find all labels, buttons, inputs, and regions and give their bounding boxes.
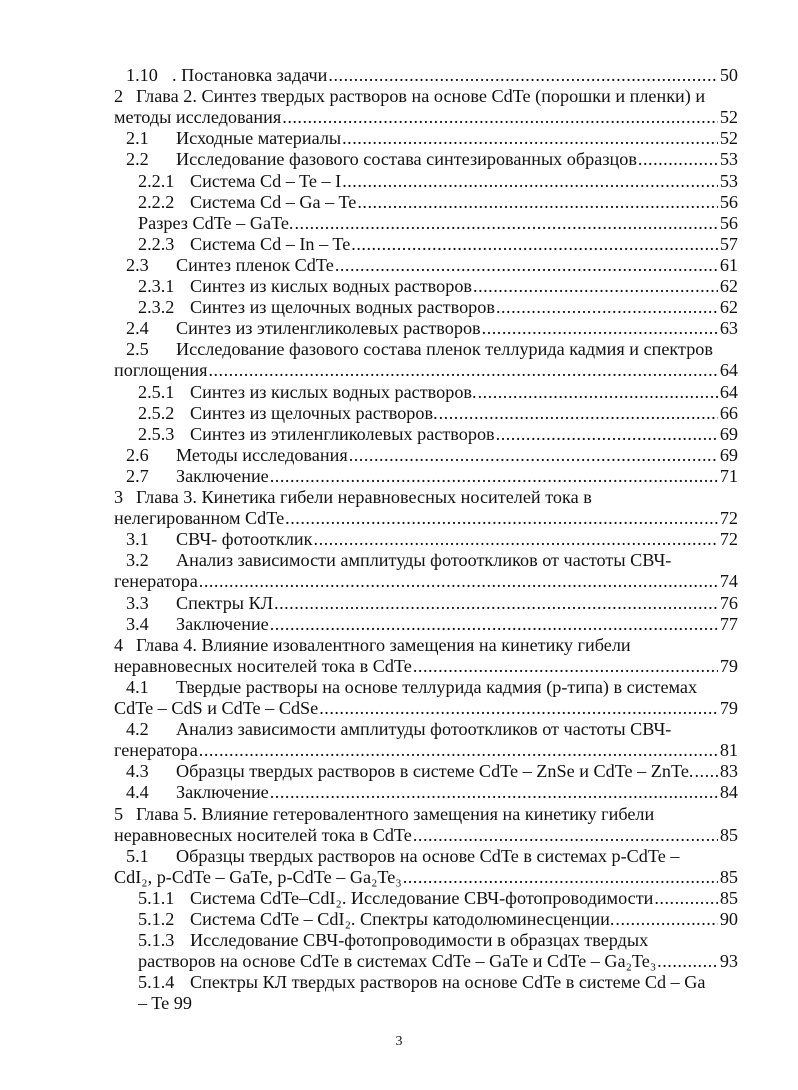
toc-entry-number: 3.4 [126, 613, 149, 634]
toc-entry-title: Синтез пленок CdTe [176, 254, 334, 275]
toc-entry-page: 84 [719, 782, 738, 803]
toc-entry-page: 85 [719, 824, 738, 845]
toc-entry-title: Глава 5. Влияние гетеровалентного замещения на кинетику гибели [136, 803, 655, 824]
toc-entry-number: 3 [114, 487, 124, 507]
toc-entry-number: 5.1.4 [138, 972, 175, 993]
dot-leader [328, 64, 717, 86]
toc-entry-title: неравновесных носителей тока в CdTe [114, 824, 412, 845]
toc-entry [114, 106, 738, 128]
toc-entry-page: 64 [719, 381, 738, 402]
toc-entry-page: 74 [719, 571, 738, 592]
dot-leader [319, 697, 718, 719]
toc-entry [138, 275, 738, 297]
dot-leader [274, 592, 718, 614]
toc-entry-number: 4.1 [126, 676, 149, 697]
toc-entry-number: 3.3 [126, 592, 149, 613]
toc-entry-title: растворов на основе CdTe в системах CdTe – GaTe и CdTe – Ga₂Te₃ [138, 951, 657, 972]
toc-entry-title: . Постановка задачи [172, 65, 328, 85]
toc-entry-page: 93 [719, 951, 738, 972]
toc-entry-title: Синтез из щелочных водных растворов [190, 297, 495, 318]
toc-entry-title: методы исследования [114, 107, 282, 128]
toc-entry [138, 212, 738, 234]
toc-entry-number: 5.1 [126, 845, 149, 866]
toc-entry-title: Система Cd – Te – I [190, 170, 342, 191]
toc-entry-title: Синтез из щелочных растворов. [190, 402, 438, 423]
toc-entry-title: Заключение [176, 782, 269, 803]
toc-entry-title: Исследование фазового состава пленок теллурида кадмия и спектров [176, 339, 713, 360]
toc-entry-page: 63 [719, 318, 738, 339]
toc-entry-page: 61 [719, 254, 738, 275]
toc-entry-title: Система CdTe–CdI₂. Исследование СВЧ-фотопроводимости [190, 887, 654, 908]
toc-entry [138, 929, 738, 951]
dot-leader [478, 381, 718, 403]
toc-entry-page: 83 [719, 761, 738, 782]
toc-entry-number: 2.2.3 [138, 233, 175, 254]
toc-entry-page: 56 [719, 212, 738, 233]
toc-entry-page: 76 [719, 592, 738, 613]
toc-entry-title: Глава 4. Влияние изовалентного замещения на кинетику гибели [136, 634, 631, 655]
toc-entry [126, 845, 738, 867]
dot-leader [314, 528, 718, 550]
dot-leader [349, 444, 718, 466]
toc-entry [138, 908, 738, 930]
toc-entry-page: 79 [719, 698, 738, 718]
toc-entry [126, 760, 738, 782]
toc-entry-number: 4.2 [126, 719, 149, 740]
toc-entry-title: нелегированном CdTe [114, 508, 285, 529]
toc-entry [126, 444, 738, 466]
toc-entry-number: 2.6 [126, 444, 149, 465]
toc-entry [114, 507, 738, 529]
toc-entry [138, 402, 738, 424]
toc-entry-title: Система CdTe – CdI₂. Спектры катодолюминесценции. [190, 909, 615, 929]
dot-leader [199, 570, 718, 592]
toc-entry-title: Твердые растворы на основе теллурида кадмия (р-типа) в системах [176, 676, 698, 697]
toc-entry-title: генератора [114, 571, 198, 592]
dot-leader [208, 359, 717, 381]
toc-entry-title: Глава 3. Кинетика гибели неравновесных носителей тока в [136, 487, 592, 507]
toc-entry-number: 2.1 [126, 128, 149, 149]
toc-entry-page: 72 [719, 529, 738, 550]
toc-entry-page: 90 [719, 909, 738, 929]
toc-entry [126, 613, 738, 635]
dot-leader [342, 170, 718, 192]
dot-leader [357, 191, 717, 213]
toc-entry-page: 79 [719, 655, 738, 676]
toc-entry [114, 486, 738, 508]
dot-leader [638, 148, 718, 170]
toc-entry-number: 2.2.1 [138, 170, 175, 191]
toc-entry-title: Заключение [176, 465, 269, 486]
toc-entry [114, 570, 738, 592]
toc-entry-title: Спектры КЛ твердых растворов на основе CdTe в системе Cd – Ga [190, 972, 706, 993]
toc-entry [138, 296, 738, 318]
toc-entry-page: 81 [719, 740, 738, 761]
toc-entry-page: 64 [719, 360, 738, 381]
toc-entry-title: CdI₂, p-CdTe – GaTe, p-CdTe – Ga₂Te₃ [114, 866, 402, 887]
toc-entry-page: 77 [719, 613, 738, 634]
toc-entry-page: 66 [719, 402, 738, 423]
toc-entry-title: Методы исследования [176, 444, 348, 465]
toc-entry-number: 2.5.1 [138, 381, 175, 402]
toc-entry-page: 69 [719, 423, 738, 444]
toc-entry-title: неравновесных носителей тока в CdTe [114, 655, 412, 676]
dot-leader [342, 127, 718, 149]
toc-entry [138, 887, 738, 909]
toc-entry [126, 338, 738, 360]
toc-entry-title: Разрез CdTe – GaTe. [138, 212, 294, 233]
toc-entry-page: 62 [719, 276, 738, 296]
toc-entry-number: 3.1 [126, 529, 149, 550]
toc-entry-title: Анализ зависимости амплитуды фотооткликов от частоты СВЧ- [176, 550, 672, 571]
toc-entry-page: 69 [719, 444, 738, 465]
toc-entry-title: – Te 99 [138, 993, 192, 1014]
toc-entry [114, 359, 738, 381]
toc-entry-number: 2.5.2 [138, 402, 175, 423]
toc-entry-page: 85 [719, 866, 738, 887]
toc-entry-title: Исследование фазового состава синтезированных образцов [176, 149, 637, 170]
toc-entry-number: 2.4 [126, 318, 149, 339]
dot-leader [270, 781, 718, 803]
dot-leader [473, 275, 718, 297]
toc-entry [138, 971, 738, 993]
dot-leader [199, 739, 718, 761]
dot-leader [294, 212, 717, 234]
toc-entry-page: 50 [719, 65, 738, 85]
toc-entry [126, 781, 738, 803]
page-number: 3 [395, 1034, 403, 1049]
toc-entry-title: Исследование СВЧ-фотопроводимости в образцах твердых [190, 930, 649, 951]
dot-leader [285, 507, 718, 529]
toc-entry [126, 528, 738, 550]
toc-entry-page: 71 [719, 465, 738, 486]
toc-entry-title: Синтез из этиленгликолевых растворов [176, 318, 481, 339]
dot-leader [413, 655, 718, 677]
dot-leader [694, 760, 717, 782]
dot-leader [413, 824, 718, 846]
toc-entry [138, 170, 738, 192]
toc-entry [126, 254, 738, 276]
toc-entry [114, 824, 738, 846]
toc-entry-title: CdTe – CdS и CdTe – CdSe [114, 698, 319, 718]
toc-entry-title: Синтез из этиленгликолевых растворов [190, 423, 495, 444]
toc-entry-title: Синтез из кислых водных растворов. [190, 381, 477, 402]
dot-leader [282, 106, 718, 128]
toc-entry-page: 72 [719, 508, 738, 529]
toc-entry-number: 4 [114, 634, 124, 655]
toc-entry-page: 62 [719, 297, 738, 318]
toc-entry-number: 2.2 [126, 149, 149, 170]
toc-entry [126, 592, 738, 614]
toc-entry-title: Система Cd – In – Te [190, 233, 351, 254]
toc-entry-number: 2.3 [126, 254, 149, 275]
toc-entry-page: 53 [719, 170, 738, 191]
toc-entry-page: 85 [719, 887, 738, 908]
toc-entry-title: СВЧ- фотоотклик [176, 529, 313, 550]
toc-entry-title: Заключение [176, 613, 269, 634]
dot-leader [654, 887, 717, 909]
toc-entry-page: 57 [719, 233, 738, 254]
toc-entry [138, 381, 738, 403]
toc-entry-page: 53 [719, 149, 738, 170]
toc-entry-number: 5.1.2 [138, 909, 175, 929]
toc-entry-number: 3.2 [126, 550, 149, 571]
toc-entry [114, 85, 738, 107]
dot-leader [657, 950, 718, 972]
toc-entry-title: Исходные материалы [176, 128, 342, 149]
dot-leader [482, 317, 718, 339]
toc-entry-title: Спектры КЛ [176, 592, 274, 613]
toc-entry [126, 148, 738, 170]
toc-entry [126, 676, 738, 698]
toc-entry-number: 5.1.3 [138, 930, 175, 951]
toc-entry-page: 56 [719, 191, 738, 212]
toc-entry-page: 52 [719, 128, 738, 149]
dot-leader [615, 908, 717, 930]
toc-entry [138, 950, 738, 972]
toc-entry-title: Анализ зависимости амплитуды фотооткликов от частоты СВЧ- [176, 719, 672, 740]
toc-entry [138, 233, 738, 255]
toc-entry [114, 634, 738, 656]
toc-entry [138, 191, 738, 213]
toc-entry-number: 2.3.1 [138, 276, 175, 296]
toc-entry-title: Система Cd – Ga – Te [190, 191, 357, 212]
toc-entry [126, 718, 738, 740]
toc-entry-number: 5.1.1 [138, 887, 175, 908]
dot-leader [270, 465, 718, 487]
toc-entry-number: 2.5.3 [138, 423, 175, 444]
toc-entry-number: 1.10 [126, 65, 158, 85]
toc-entry [114, 697, 738, 719]
toc-entry-page: 52 [719, 107, 738, 128]
toc-entry [126, 127, 738, 149]
toc-entry [138, 423, 738, 445]
toc-entry [114, 803, 738, 825]
toc-entry-title: Синтез из кислых водных растворов [190, 276, 473, 296]
toc-entry-number: 5 [114, 803, 124, 824]
dot-leader [335, 254, 718, 276]
toc-entry [114, 739, 738, 761]
toc-entry-number: 2 [114, 86, 124, 107]
toc-entry [114, 866, 738, 888]
toc-entry-number: 2.7 [126, 465, 149, 486]
dot-leader [496, 423, 718, 445]
dot-leader [439, 402, 718, 424]
dot-leader [351, 233, 718, 255]
toc-entry [126, 64, 738, 86]
toc-entry-title: поглощения [114, 360, 208, 381]
toc-entry-number: 2.2.2 [138, 191, 175, 212]
dot-leader [270, 613, 718, 635]
toc-entry [126, 465, 738, 487]
toc-entry [138, 992, 738, 1014]
dot-leader [496, 296, 718, 318]
toc-entry [114, 655, 738, 677]
toc-entry-number: 2.5 [126, 339, 149, 360]
toc-entry-number: 4.4 [126, 782, 149, 803]
toc-entry-title: Образцы твердых растворов в системе CdTe – ZnSe и CdTe – ZnTe. [176, 761, 694, 782]
toc-entry-number: 4.3 [126, 761, 149, 782]
dot-leader [403, 866, 718, 888]
toc-entry [126, 317, 738, 339]
toc-entry-number: 2.3.2 [138, 297, 175, 318]
toc-entry-title: генератора [114, 740, 198, 761]
toc-entry-title: Образцы твердых растворов на основе CdTe в системах p-CdTe – [176, 845, 680, 866]
toc-entry-title: Глава 2. Синтез твердых растворов на основе CdTe (порошки и пленки) и [136, 86, 706, 107]
toc-entry [126, 549, 738, 571]
